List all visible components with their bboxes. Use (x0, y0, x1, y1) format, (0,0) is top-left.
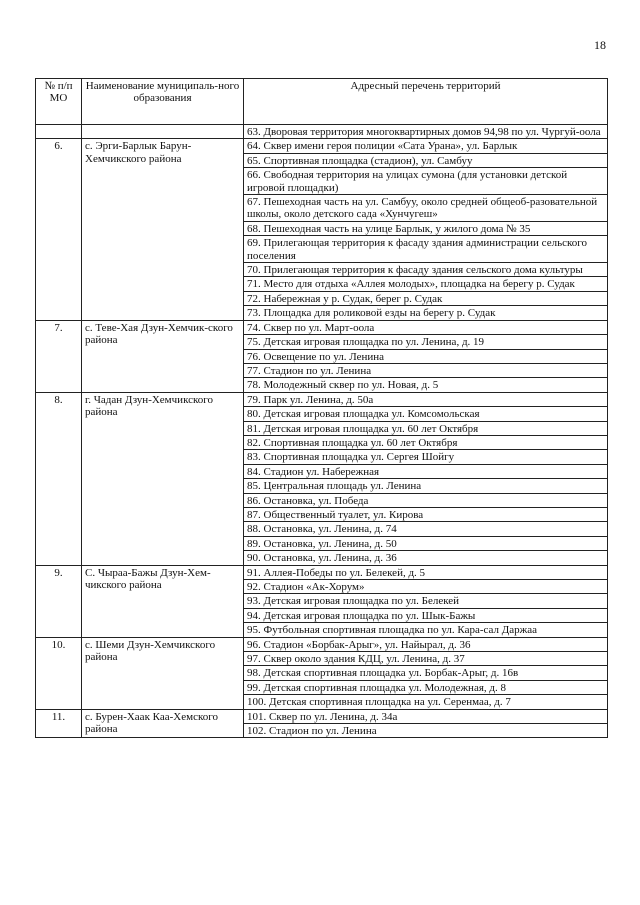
table-row (36, 125, 608, 139)
territory-item: 63. Дворовая территория многоквартирных домов 94,98 по ул. Чургуй-оола (244, 125, 608, 139)
territory-item: 87. Общественный туалет, ул. Кирова (244, 507, 608, 521)
territory-item: 80. Детская игровая площадка ул. Комсомольская (244, 407, 608, 421)
territory-item: 69. Прилегающая территория к фасаду здания администрации сельского поселения (244, 236, 608, 263)
municipality-number: 6. (36, 139, 82, 320)
municipality-number: 10. (36, 637, 82, 709)
table-header (36, 79, 608, 125)
territory-item: 99. Детская спортивная площадка ул. Молодежная, д. 8 (244, 680, 608, 694)
territory-item: 84. Стадион ул. Набережная (244, 464, 608, 478)
table-row (36, 565, 608, 579)
territory-item: 66. Свободная территория на улицах сумона (для установки детской игровой площадки) (244, 168, 608, 195)
municipality-name: с. Эрги-Барлык Барун-Хемчикского района (82, 139, 244, 320)
municipality-number: 7. (36, 320, 82, 392)
territory-item: 89. Остановка, ул. Ленина, д. 50 (244, 536, 608, 550)
territory-item: 83. Спортивная площадка ул. Сергея Шойгу (244, 450, 608, 464)
municipality-name: с. Теве-Хая Дзун-Хемчик-ского района (82, 320, 244, 392)
municipality-number: 9. (36, 565, 82, 637)
territory-item: 100. Детская спортивная площадка на ул. Серенмаа, д. 7 (244, 695, 608, 709)
territory-item: 91. Аллея-Победы по ул. Белекей, д. 5 (244, 565, 608, 579)
table-body (36, 125, 608, 738)
table-row (36, 709, 608, 723)
territory-item: 78. Молодежный сквер по ул. Новая, д. 5 (244, 378, 608, 392)
territory-item: 97. Сквер около здания КДЦ, ул. Ленина, д. 37 (244, 652, 608, 666)
table-row (36, 392, 608, 406)
municipality-name: с. Шеми Дзун-Хемчикского района (82, 637, 244, 709)
table-row (36, 320, 608, 334)
territory-item: 85. Центральная площадь ул. Ленина (244, 479, 608, 493)
header-number: № п/п МО (36, 79, 82, 125)
header-municipality: Наименование муниципаль-ного образования (82, 79, 244, 125)
territory-item: 73. Площадка для роликовой езды на берегу р. Судак (244, 306, 608, 320)
territory-item: 86. Остановка, ул. Победа (244, 493, 608, 507)
territory-item: 82. Спортивная площадка ул. 60 лет Октября (244, 435, 608, 449)
table-row (36, 139, 608, 153)
municipality-name (82, 125, 244, 139)
page-number: 18 (594, 38, 606, 52)
territory-item: 88. Остановка, ул. Ленина, д. 74 (244, 522, 608, 536)
territory-item: 90. Остановка, ул. Ленина, д. 36 (244, 551, 608, 565)
territory-item: 98. Детская спортивная площадка ул. Борбак-Арыг, д. 16в (244, 666, 608, 680)
territory-item: 65. Спортивная площадка (стадион), ул. Самбуу (244, 153, 608, 167)
territory-item: 71. Место для отдыха «Аллея молодых», площадка на берегу р. Судак (244, 277, 608, 291)
territory-item: 74. Сквер по ул. Март-оола (244, 320, 608, 334)
municipality-number: 11. (36, 709, 82, 738)
territory-item: 95. Футбольная спортивная площадка по ул. Кара-сал Даржаа (244, 623, 608, 637)
municipality-number (36, 125, 82, 139)
territory-item: 68. Пешеходная часть на улице Барлык, у жилого дома № 35 (244, 221, 608, 235)
table-row (36, 637, 608, 651)
municipality-number: 8. (36, 392, 82, 565)
territory-item: 76. Освещение по ул. Ленина (244, 349, 608, 363)
territory-item: 75. Детская игровая площадка по ул. Ленина, д. 19 (244, 335, 608, 349)
territory-item: 92. Стадион «Ак-Хорум» (244, 580, 608, 594)
territory-table (35, 78, 608, 738)
territory-item: 70. Прилегающая территория к фасаду здания сельского дома культуры (244, 263, 608, 277)
territory-item: 102. Стадион по ул. Ленина (244, 724, 608, 738)
territory-item: 96. Стадион «Борбак-Арыг», ул. Найырал, д. 36 (244, 637, 608, 651)
territory-item: 94. Детская игровая площадка по ул. Шык-Бажы (244, 608, 608, 622)
territory-item: 101. Сквер по ул. Ленина, д. 34а (244, 709, 608, 723)
municipality-name: С. Чыраа-Бажы Дзун-Хем-чикского района (82, 565, 244, 637)
municipality-name: г. Чадан Дзун-Хемчикского района (82, 392, 244, 565)
header-addresses: Адресный перечень территорий (244, 79, 608, 125)
territory-item: 93. Детская игровая площадка по ул. Белекей (244, 594, 608, 608)
territory-item: 67. Пешеходная часть на ул. Самбуу, около средней общеоб-разовательной школы, около детского сада «Хунчугеш» (244, 195, 608, 222)
territory-item: 64. Сквер имени героя полиции «Сата Урана», ул. Барлык (244, 139, 608, 153)
territory-item: 81. Детская игровая площадка ул. 60 лет Октября (244, 421, 608, 435)
territory-item: 72. Набережная у р. Судак, берег р. Судак (244, 291, 608, 305)
territory-item: 77. Стадион по ул. Ленина (244, 363, 608, 377)
municipality-name: с. Бурен-Хаак Каа-Хемского района (82, 709, 244, 738)
territory-item: 79. Парк ул. Ленина, д. 50а (244, 392, 608, 406)
